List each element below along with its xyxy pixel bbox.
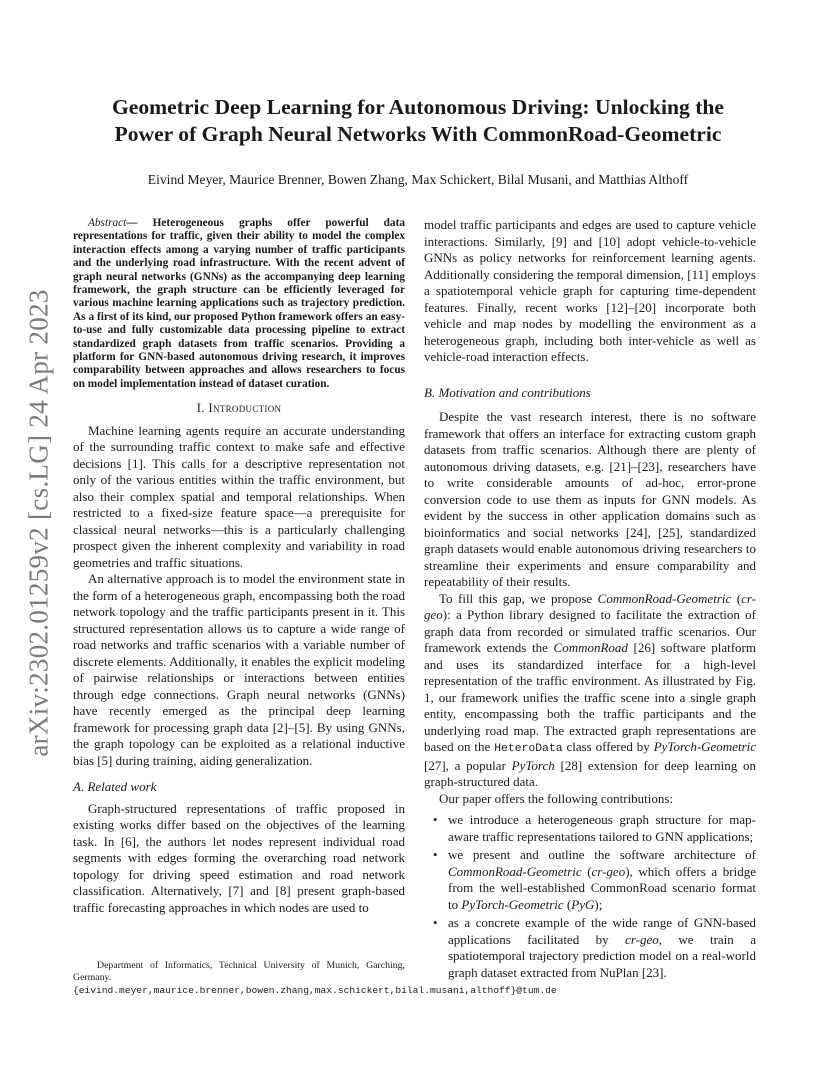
- section-heading-introduction: I. Introduction: [196, 400, 282, 416]
- footnote-affiliation: Department of Informatics, Technical University of Munich, Garching, Germany.: [73, 960, 405, 984]
- motivation-paragraph-1: Despite the vast research interest, there is no software framework that offers an interface for extracting custom graph datasets from traffic scenarios. Although there are plenty of autonomous driving datasets, e.g. [21]–[23], researchers have to write considerable amounts of ad-hoc, error-prone conversion code to use them as inputs for GNN models. As evident by the success in other application domains such as bioinformatics and social networks [24], [25], standardized graph datasets would enable autonomous driving researchers to streamline their experiments and ensure comparability and repeatability of their results.: [424, 409, 756, 589]
- contributions-list: [424, 812, 756, 981]
- abstract: [73, 217, 405, 391]
- author-list: Eivind Meyer, Maurice Brenner, Bowen Zhang, Max Schickert, Bilal Musani, and Matthias Althoff: [147, 172, 689, 187]
- intro-paragraph-2: An alternative approach is to model the environment state in the form of a heterogeneous graph, encompassing both the road network topology and the traffic participants present in it. This structured representation allows us to capture a wide range of road networks and traffic scenarios with a variable number of discrete elements. Additionally, it enables the explicit modeling of pairwise relationships or interactions between entities through edge connections. Graph neural networks (GNNs) have recently emerged as the principal deep learning framework for processing graph data [2]–[5]. By using GNNs, the graph topology can be exploited as a relational inductive bias [5] during training, aiding generalization.: [73, 571, 405, 768]
- subsection-heading-motivation: B. Motivation and contributions: [424, 384, 591, 400]
- related-work-continued: model traffic participants and edges are used to capture vehicle interactions. Similarly, [9] and [10] adopt vehicle-to-vehicle GNNs as policy networks for reinforcement learning agents. Additionally considering the temporal dimension, [11] employs a spatiotemporal vehicle graph for capturing time-dependent features. Finally, recent works [12]–[20] incorporate both vehicle and map nodes by modelling the environment as a heterogeneous graph, including both inter-vehicle as well as vehicle-road interaction effects.: [424, 217, 756, 364]
- list-item: • as a concrete example of the wide range of GNN-based applications facilitated by cr-geo, we train a spatiotemporal trajectory prediction model on a real-world graph dataset extracted from NuPlan [23].: [448, 915, 756, 981]
- motivation-paragraph-2: To fill this gap, we propose CommonRoad-Geometric (cr-geo): a Python library designed to facilitate the extraction of graph data from recorded or simulated traffic scenarios. Our framework extends the CommonRoad [26] software platform and uses its standardized interface for a high-level representation of the traffic environment. As illustrated by Fig. 1, our framework unifies the traffic scene into a single graph entity, encompassing both the traffic participants and the underlying road map. The extracted graph representations are based on the HeteroData class offered by PyTorch-Geometric [27], a popular PyTorch [28] extension for deep learning on graph-structured data.: [424, 590, 757, 789]
- left-column: [73, 217, 405, 916]
- intro-paragraph-1: Machine learning agents require an accurate understanding of the surrounding traffic context to make safe and effective decisions [1]. This calls for a descriptive representation not only of the various entities within the traffic environment, but also their complex spatial and temporal relationships. When restricted to a fixed-size feature space—a prerequisite for classical neural networks—this is a particularly challenging prospect given the inherent complexity and variability in road geometries and traffic situations.: [73, 422, 405, 570]
- related-work-paragraph: Graph-structured representations of traffic proposed in existing works differ based on the objectives of the learning task. In [6], the authors let nodes represent individual road segments with edges forming the overarching road network topology for driving speed estimation and road network classification. Alternatively, [7] and [8] present graph-based traffic forecasting approaches in which nodes are used to: [73, 800, 405, 915]
- list-item: • we introduce a heterogeneous graph structure for map-aware traffic representations tailored to GNN applications;: [448, 812, 756, 845]
- paper-title: [80, 94, 756, 148]
- arxiv-identifier: arXiv:2302.01259v2 [cs.LG] 24 Apr 2023: [23, 289, 54, 757]
- arxiv-sidebar: [20, 288, 58, 758]
- right-column: [424, 217, 756, 983]
- contributions-intro: Our paper offers the following contributions:: [439, 790, 674, 806]
- abstract-text: — Heterogeneous graphs offer powerful data representations for traffic, given their ability to model the complex interaction effects among a varying number of traffic participants and the underlying road infrastructure. With the recent advent of graph neural networks (GNNs) as the accompanying deep learning framework, the graph structure can be efficiently leveraged for various machine learning applications such as trajectory prediction. As a first of its kind, our proposed Python framework offers an easy-to-use and fully customizable data processing pipeline to extract standardized graph datasets from traffic scenarios. Providing a platform for GNN-based autonomous driving research, it improves comparability between approaches and allows researchers to focus on model implementation instead of dataset curation.: [73, 217, 405, 390]
- footnote-emails: {eivind.meyer,maurice.brenner,bowen.zhang,max.schickert,bilal.musani,althoff}@tum.de: [73, 984, 557, 996]
- affiliation-footnote: [73, 960, 557, 997]
- list-item: • we present and outline the software architecture of CommonRoad-Geometric (cr-geo), which offers a bridge from the well-established CommonRoad scenario format to PyTorch-Geometric (PyG);: [448, 847, 756, 913]
- abstract-label: Abstract: [88, 217, 127, 229]
- title-line-2: Power of Graph Neural Networks With CommonRoad-Geometric: [114, 122, 722, 146]
- subsection-heading-related-work: A. Related work: [73, 779, 157, 795]
- title-line-1: Geometric Deep Learning for Autonomous Driving: Unlocking the: [112, 95, 724, 119]
